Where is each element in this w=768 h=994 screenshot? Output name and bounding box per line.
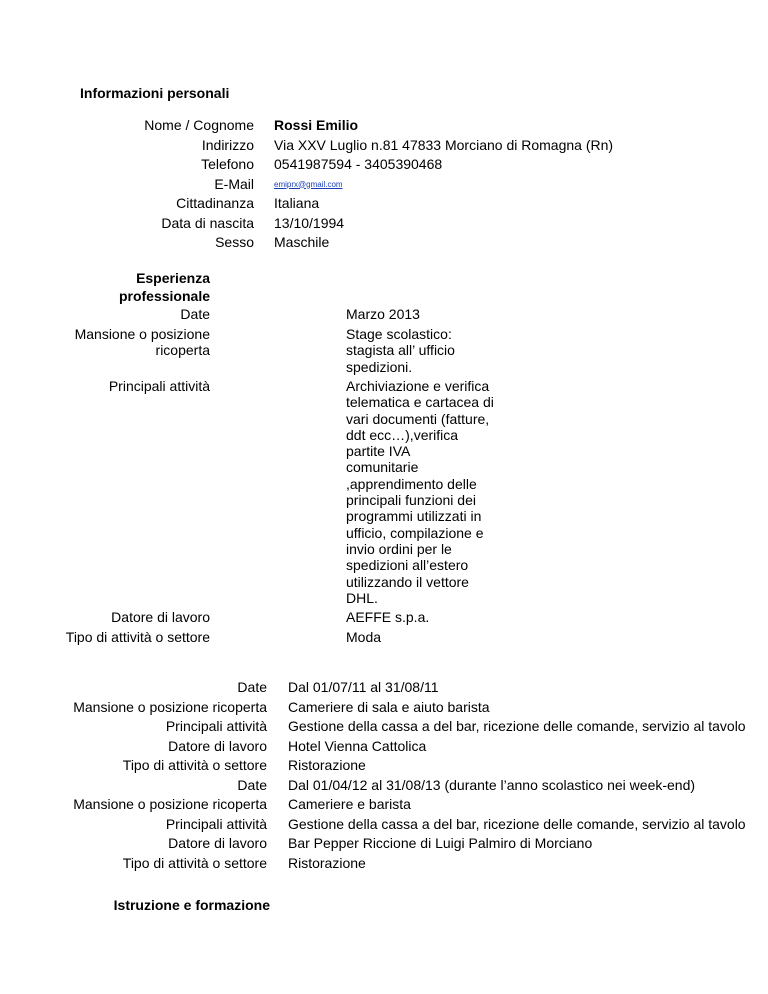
value-job2-sector: Ristorazione [288,854,366,871]
label-exp-role [75,326,210,359]
section-title-experience-line1: Esperienza [136,270,210,286]
value-exp-role-line: spedizioni. [346,358,413,375]
value-birthdate: 13/10/1994 [274,214,345,231]
activities-line: spedizioni all’estero [346,557,469,574]
label-job2-date: Date [237,776,267,793]
label-exp-sector: Tipo di attività o settore [65,628,210,645]
activities-line: Archiviazione e verifica [346,378,490,394]
value-exp-employer: AEFFE s.p.a. [346,609,430,625]
label-address: Indirizzo [201,136,254,153]
value-job1-employer: Hotel Vienna Cattolica [288,737,427,754]
activities-line: invio ordini per le [346,540,452,557]
value-citizenship: Italiana [274,195,320,211]
value-job2-date: Dal 01/04/12 al 31/08/13 (durante l’anno scolastico nei week-end) [288,776,696,793]
label-job1-activities: Principali attività [165,718,267,734]
value-sex: Maschile [274,234,330,250]
label-citizenship: Cittadinanza [176,195,254,211]
label-email: E-Mail [214,175,254,192]
label-job1-date: Date [237,679,267,695]
label-job1-employer: Datore di lavoro [168,737,267,754]
label-job2-employer: Datore di lavoro [168,835,267,851]
activities-line: ddt ecc…),verifica [346,426,459,443]
value-phone: 0541987594 - 3405390468 [274,156,443,172]
label-exp-date: Date [180,306,210,322]
label-name: Nome / Cognome [144,117,254,133]
section-title-experience-line2: professionale [118,287,210,304]
activities-line: ufficio, compilazione e [346,524,484,541]
label-sex: Sesso [215,234,254,250]
value-exp-activities [346,378,494,606]
activities-line: ,apprendimento delle [346,475,477,492]
activities-line: partite IVA [346,443,411,460]
label-exp-activities: Principali attività [108,378,210,394]
value-exp-role-line: Stage scolastico: [346,326,452,342]
activities-line: vari documenti (fatture, [346,410,490,427]
activities-line: telematica e cartacea di [346,394,494,411]
activities-line: principali funzioni dei [346,492,476,509]
value-job1-role: Cameriere di sala e aiuto barista [288,698,490,715]
activities-line: programmi utilizzati in [346,508,482,525]
value-name: Rossi Emilio [274,117,359,133]
value-address: Via XXV Luglio n.81 47833 Morciano di Romagna (Rn) [274,136,614,153]
value-job1-sector: Ristorazione [288,757,366,773]
section-title-education: Istruzione e formazione [113,897,270,913]
label-job2-role: Mansione o posizione ricoperta [73,796,267,812]
value-job1-date: Dal 01/07/11 al 31/08/11 [288,679,439,695]
value-exp-role [346,326,455,375]
section-title-experience [119,270,210,305]
label-job2-activities: Principali attività [165,815,267,832]
value-exp-date: Marzo 2013 [346,306,420,322]
value-exp-sector: Moda [346,628,382,645]
value-exp-role-line: stagista all’ ufficio [346,342,455,359]
label-exp-role-line1: Mansione o posizione [74,326,210,342]
section-title-personal: Informazioni personali [80,85,230,101]
email-link[interactable]: emiprx@gmail.com [274,179,343,189]
value-job2-role: Cameriere e barista [288,796,411,812]
label-birthdate: Data di nascita [161,214,254,231]
activities-line: utilizzando il vettore [346,573,469,590]
label-job1-sector: Tipo di attività o settore [122,757,267,773]
label-exp-employer: Datore di lavoro [111,609,210,625]
value-job2-activities: Gestione della cassa a del bar, ricezione delle comande, servizio al tavolo [288,815,746,832]
value-job2-employer: Bar Pepper Riccione di Luigi Palmiro di Morciano [288,835,593,851]
label-phone: Telefono [201,156,254,172]
label-job1-role: Mansione o posizione ricoperta [73,698,267,715]
label-job2-sector: Tipo di attività o settore [122,854,267,871]
label-exp-role-line2: ricoperta [155,342,210,359]
value-job1-activities: Gestione della cassa a del bar, ricezione delle comande, servizio al tavolo [288,718,746,734]
activities-line: comunitarie [346,459,419,476]
activities-line: DHL. [346,589,378,606]
